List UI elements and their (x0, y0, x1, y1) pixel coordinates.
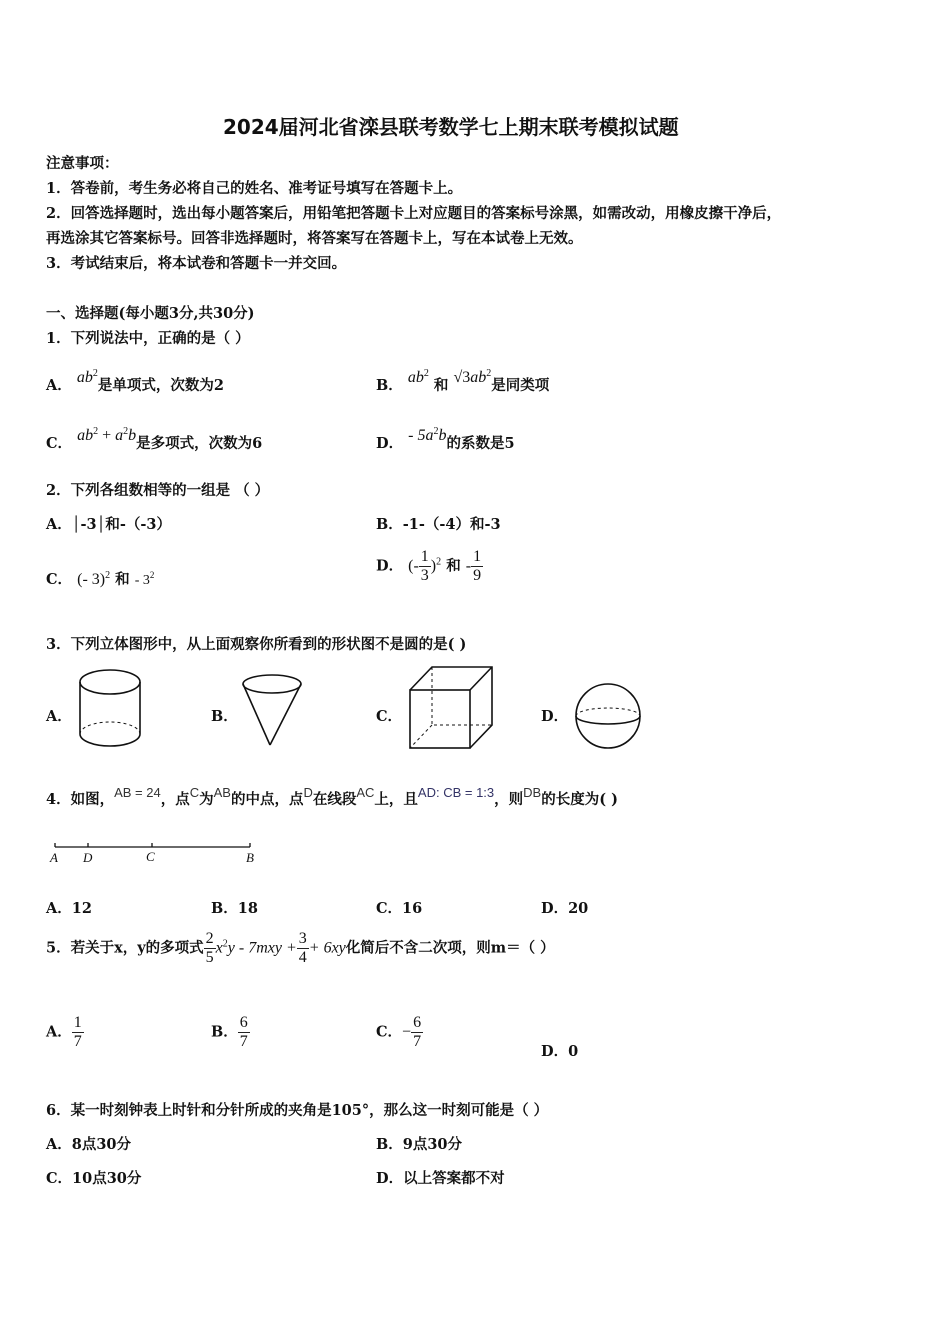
q4-option-b: B．18 (211, 900, 258, 917)
cube-figure (410, 667, 492, 748)
point-label: D (83, 850, 93, 865)
q5-option-c: C．− $\frac{6}{7}$ (376, 1014, 422, 1050)
cone-figure (243, 675, 301, 745)
q3-label-c: C． (376, 708, 403, 725)
cylinder-figure (80, 670, 140, 746)
q6-option-c: C．10点30分 (46, 1170, 142, 1187)
page-title: 2024届河北省滦县联考数学七上期末联考模拟试题 (223, 115, 679, 139)
sphere-figure (576, 684, 640, 748)
q1-stem: 1．下列说法中，正确的是（ ） (46, 330, 250, 347)
q4-option-a: A．12 (46, 900, 92, 917)
q6-stem: 6．某一时刻钟表上时针和分针所成的夹角是105°，那么这一时刻可能是（ ） (46, 1102, 549, 1119)
q2-option-c: C． (- 3)$^2$ 和 - $3^2$ (46, 570, 155, 588)
q4-option-d: D．20 (541, 900, 589, 917)
section-heading: 一、选择题(每小题3分,共30分) (46, 305, 255, 322)
q6-option-b: B．9点30分 (376, 1136, 463, 1153)
q2-option-d: D． (- $\frac{1}{3}$ )$^2$ 和 - $\frac{1}{9}$ (376, 548, 482, 584)
segment-figure (55, 843, 250, 847)
q5-stem: 5．若关于x，y的多项式 $\frac{2}{5}$ $x^2y - 7mxy$ + $\frac{3}{4}$ + 6xy化简后不含二次项，则m＝（ ） (46, 930, 555, 966)
point-label: A (50, 850, 58, 865)
q3-label-b: B． (211, 708, 238, 725)
q6-option-a: A．8点30分 (46, 1136, 132, 1153)
notice-item: 3．考试结束后，将本试卷和答题卡一并交回。 (46, 255, 347, 272)
q1-option-d: D． - $5a^2b$的系数是5 (376, 426, 515, 452)
q3-label-a: A． (46, 708, 72, 725)
q3-stem: 3．下列立体图形中，从上面观察你所看到的形状图不是圆的是( ) (46, 636, 467, 653)
q5-option-b: B． $\frac{6}{7}$ (211, 1014, 248, 1050)
q3-label-d: D． (541, 708, 569, 725)
q4-stem: 4．如图，AB = 24，点C为AB的中点，点D在线段AC上，且AD: CB = 1:3，则DB的长度为( ) (46, 785, 618, 808)
q6-option-d: D．以上答案都不对 (376, 1170, 505, 1187)
q1-option-c: C． $ab^2 + a^2b$是多项式，次数为6 (46, 426, 263, 452)
notice-heading: 注意事项： (46, 155, 119, 172)
q5-option-d: D．0 (541, 1043, 579, 1060)
q4-option-c: C．16 (376, 900, 423, 917)
q2-option-b: B．-1-（-4）和-3 (376, 516, 501, 533)
q1-option-a: A． $ab^2$是单项式，次数为2 (46, 368, 224, 394)
q2-option-a: A．│-3│和-（-3） (46, 516, 171, 533)
q5-option-a: A． $\frac{1}{7}$ (46, 1014, 82, 1050)
point-label: C (146, 849, 155, 864)
notice-item: 1．答卷前，考生务必将自己的姓名、准考证号填写在答题卡上。 (46, 180, 463, 197)
notice-item: 2．回答选择题时，选出每小题答案后，用铅笔把答题卡上对应题目的答案标号涂黑，如需改动，用橡皮擦干净后， (46, 205, 782, 222)
notice-item: 再选涂其它答案标号。回答非选择题时，将答案写在答题卡上，写在本试卷上无效。 (46, 230, 583, 247)
q1-option-b: B． $ab^2$ 和 $√3ab^2$是同类项 (376, 368, 550, 394)
point-label: B (246, 850, 254, 865)
q2-stem: 2．下列各组数相等的一组是 （ ） (46, 482, 270, 499)
